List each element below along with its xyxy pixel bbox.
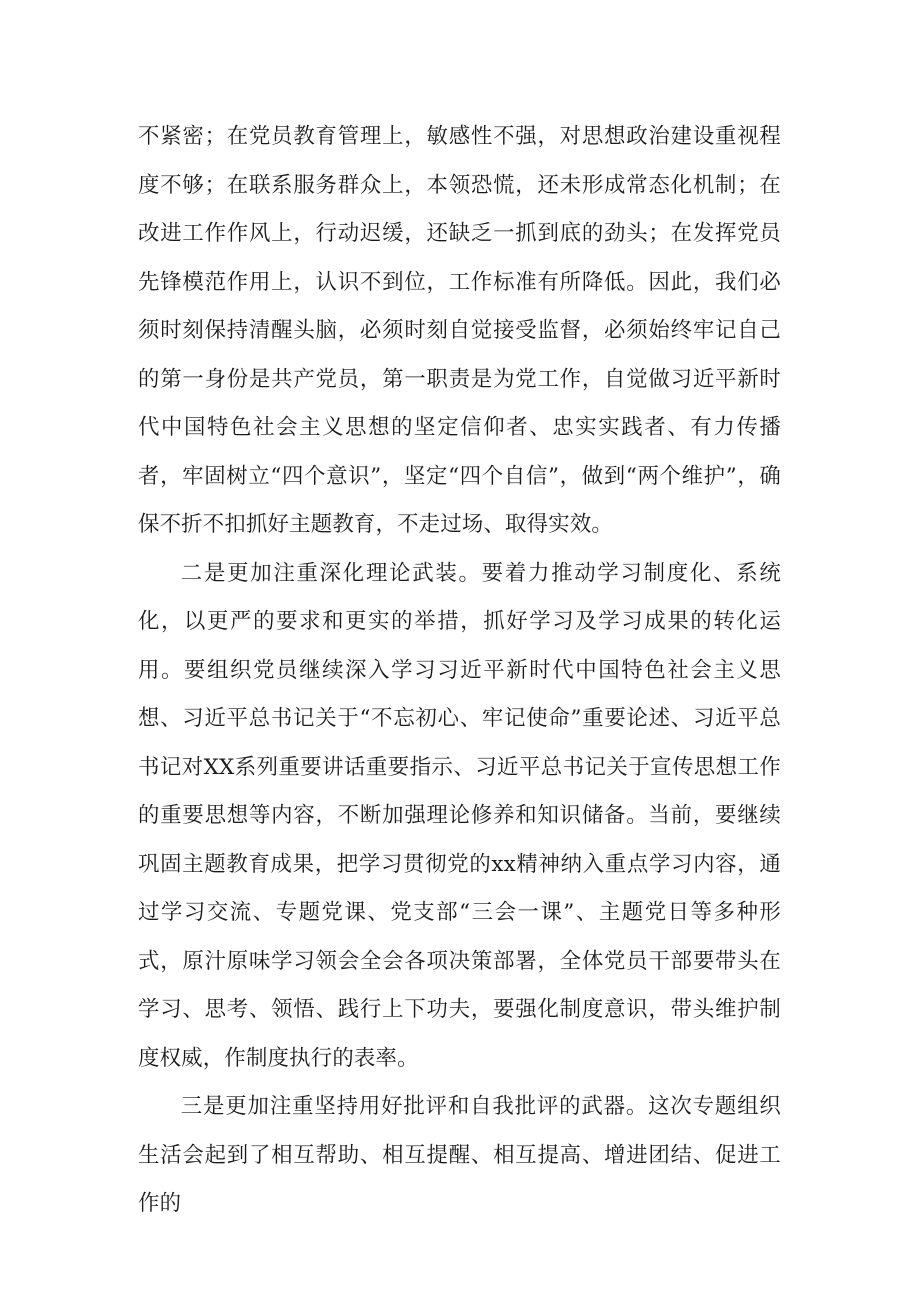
paragraph-criticism: 三是更加注重坚持用好批评和自我批评的武器。这次专题组织生活会起到了相互帮助、相互提醒、相互提高、增进团结、促进工作的 (138, 1094, 781, 1216)
document-page (138, 113, 781, 1229)
paragraph-theory-study: 二是更加注重深化理论武装。要着力推动学习制度化、系统化，以更严的要求和更实的举措，抓好学习及学习成果的转化运用。要组织党员继续深入学习习近平新时代中国特色社会主义思想、习近平总书记关于“不忘初心、牢记使命”重要论述、习近平总书记对XX系列重要讲话重要指示、习近平总书记关于宣传思想工作的重要思想等内容，不断加强理论修养和知识储备。当前，要继续巩固主题教育成果，把学习贯彻党的xx精神纳入重点学习内容，通过学习交流、专题党课、党支部“三会一课”、主题党日等多种形式，原汁原味学习领会全会各项决策部署，全体党员干部要带头在学习、思考、领悟、践行上下功夫，要强化制度意识，带头维护制度权威，作制度执行的表率。 (138, 560, 781, 1071)
paragraph-continuation: 不紧密；在党员教育管理上，敏感性不强，对思想政治建设重视程度不够；在联系服务群众上，本领恐慌，还未形成常态化机制；在改进工作作风上，行动迟缓，还缺乏一抓到底的劲头；在发挥党员先锋模范作用上，认识不到位，工作标准有所降低。因此，我们必须时刻保持清醒头脑，必须时刻自觉接受监督，必须始终牢记自己的第一身份是共产党员，第一职责是为党工作，自觉做习近平新时代中国特色社会主义思想的坚定信仰者、忠实实践者、有力传播者，牢固树立“四个意识”，坚定“四个自信”，做到“两个维护”，确保不折不扣抓好主题教育，不走过场、取得实效。 (138, 124, 781, 537)
